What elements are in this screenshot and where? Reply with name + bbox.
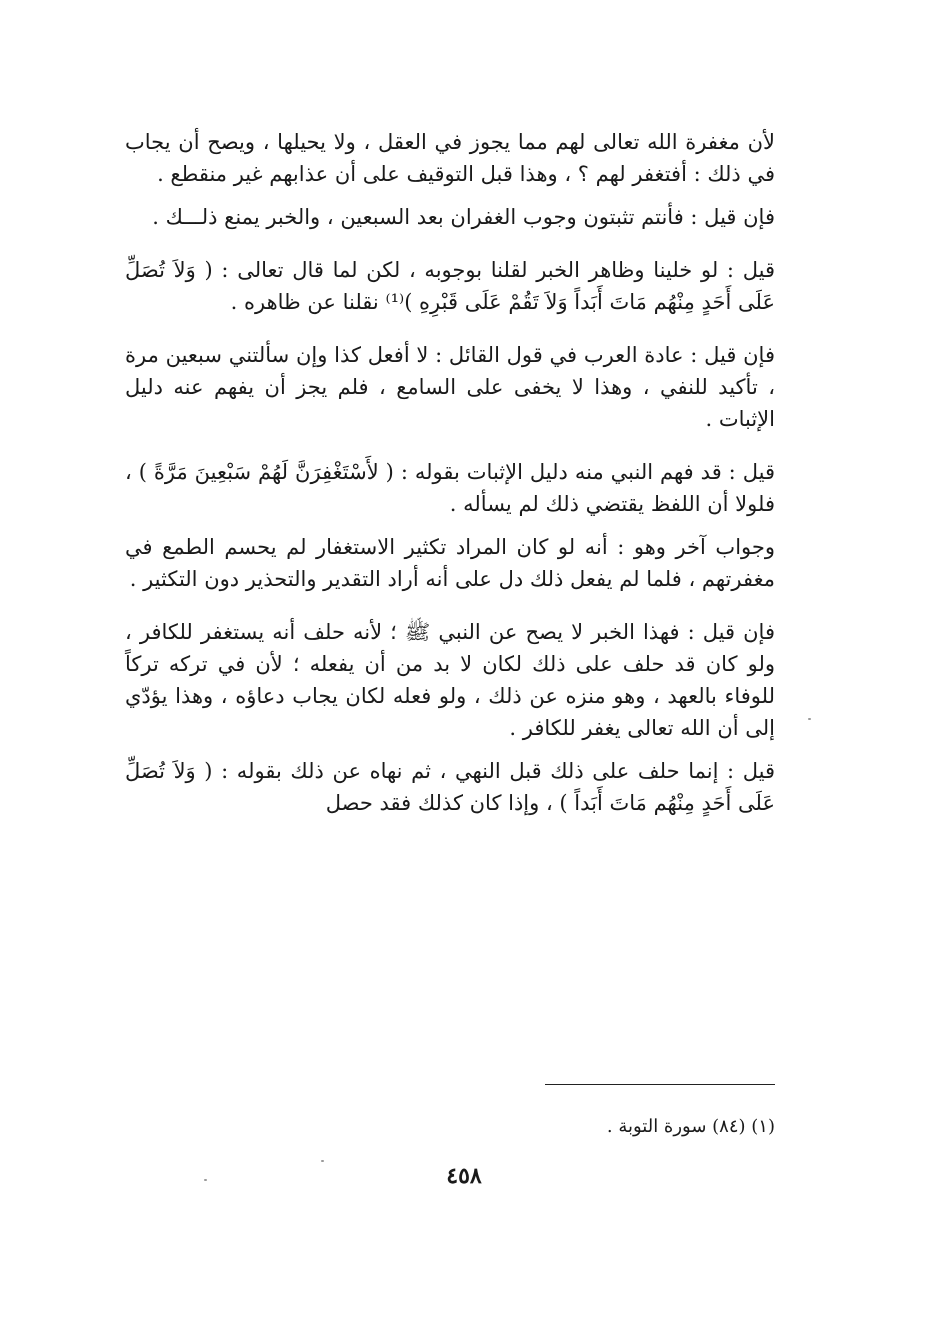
body-text <box>125 126 775 840</box>
paragraph-3: قيل : لو خلينا وظاهر الخبر لقلنا بوجوبه ، لكن لما قال تعالى : ( وَلاَ تُصَلِّ عَلَى أَحَدٍ مِنْهُم مَاتَ أَبَداً وَلاَ تَقُمْ عَلَى قَبْرِهِ )⁽¹⁾ نقلنا عن ظاهره . <box>125 258 775 314</box>
page-number: ٤٥٨ <box>446 1163 482 1189</box>
paragraph-5: قيل : قد فهم النبي منه دليل الإثبات بقوله : ( لأَسْتَغْفِرَنَّ لَهُمْ سَبْعِينَ مَرَّةً ) ، فلولا أن اللفظ يقتضي ذلك لم يسأله . <box>125 460 775 516</box>
paragraph-8: قيل : إنما حلف على ذلك قبل النهي ، ثم نهاه عن ذلك بقوله : ( وَلاَ تُصَلِّ عَلَى أَحَدٍ مِنْهُم مَاتَ أَبَداً ) ، وإذا كان كذلك فقد حصل <box>125 759 775 815</box>
scan-speck <box>808 718 811 720</box>
paragraph-7: فإن قيل : فهذا الخبر لا يصح عن النبي ﷺ ؛ لأنه حلف أنه يستغفر للكافر ، ولو كان قد حلف على ذلك لكان لا بد من أن يفعله ؛ لأن في تركه تركاً للوفاء بالعهد ، وهو منزه عن ذلك ، ولو فعله لكان يجاب دعاؤه ، وهذا يؤدّي إلى أن الله تعالى يغفر للكافر . <box>125 620 775 740</box>
paragraph-1: لأن مغفرة الله تعالى لهم مما يجوز في العقل ، ولا يحيلها ، ويصح أن يجاب في ذلك : أفتغفر لهم ؟ ، وهذا قبل التوقيف على أن عذابهم غير منقطع . <box>125 130 775 186</box>
scan-speck <box>321 1160 324 1162</box>
paragraph-6: وجواب آخر وهو : أنه لو كان المراد تكثير الاستغفار لم يحسم الطمع في مغفرتهم ، فلما لم يفعل ذلك دل على أنه أراد التقدير والتحذير دون التكثير . <box>125 535 775 591</box>
footnote: (١) (٨٤) سورة التوبة . <box>606 1116 775 1137</box>
footnote-divider <box>545 1084 775 1085</box>
scan-speck <box>204 1179 207 1181</box>
paragraph-4: فإن قيل : عادة العرب في قول القائل : لا أفعل كذا وإن سألتني سبعين مرة ، تأكيد للنفي ، وهذا لا يخفى على السامع ، فلم يجز أن يفهم عنه دليل الإثبات . <box>125 343 775 431</box>
paragraph-2: فإن قيل : فأنتم تثبتون وجوب الغفران بعد السبعين ، والخبر يمنع ذلـــك . <box>152 205 775 229</box>
